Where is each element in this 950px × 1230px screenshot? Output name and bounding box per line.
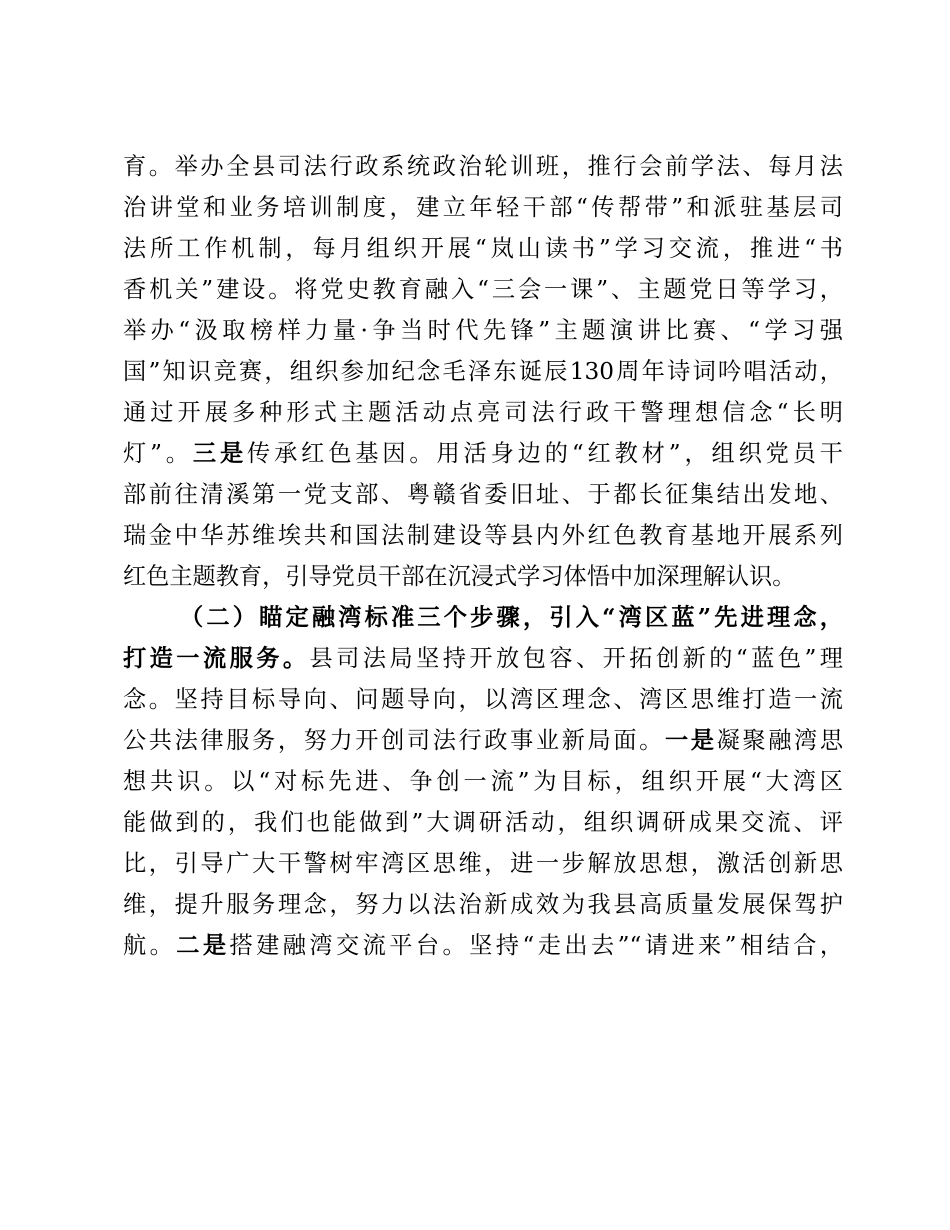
text-run: 凝聚融湾思 bbox=[716, 727, 844, 754]
bold-marker: 二是 bbox=[176, 932, 230, 959]
text-line bbox=[123, 925, 843, 966]
text-line: 能做到的，我们也能做到”大调研活动，组织调研成果交流、评 bbox=[123, 809, 843, 836]
text-run: 公共法律服务，努力开创司法行政事业新局面。 bbox=[123, 727, 665, 754]
text-line: 比，引导广大干警树牢湾区思维，进一步解放思想，激活创新思 bbox=[123, 850, 843, 877]
text-line: 治讲堂和业务培训制度，建立年轻干部“传帮带”和派驻基层司 bbox=[123, 194, 843, 221]
text-run: 航。 bbox=[123, 932, 177, 959]
bold-marker: 三是 bbox=[192, 440, 248, 467]
text-line: 举办“汲取榜样力量·争当时代先锋”主题演讲比赛、“学习强 bbox=[123, 317, 843, 344]
text-line: 育。举办全县司法行政系统政治轮训班，推行会前学法、每月法 bbox=[123, 153, 843, 180]
text-run: 灯”。 bbox=[123, 440, 193, 467]
text-line: 瑞金中华苏维埃共和国法制建设等县内外红色教育基地开展系列 bbox=[123, 522, 843, 549]
paragraph-1 bbox=[123, 146, 843, 597]
section-heading-continuation: 打造一流服务。 bbox=[123, 645, 310, 672]
text-line: 香机关”建设。将党史教育融入“三会一课”、主题党日等学习， bbox=[123, 276, 843, 303]
paragraph-2 bbox=[123, 597, 843, 966]
bold-marker: 一是 bbox=[664, 727, 717, 754]
text-run: 传承红色基因。用活身边的“红教材”，组织党员干 bbox=[247, 440, 843, 467]
text-line: 想共识。以“对标先进、争创一流”为目标，组织开展“大湾区 bbox=[123, 768, 843, 795]
text-run: 县司法局坚持开放包容、开拓创新的“蓝色”理 bbox=[309, 645, 843, 672]
text-run: 搭建融湾交流平台。坚持“走出去”“请进来”相结合， bbox=[229, 932, 844, 959]
text-line: 通过开展多种形式主题活动点亮司法行政干警理想信念“长明 bbox=[123, 399, 843, 426]
document-body bbox=[123, 146, 843, 966]
text-line bbox=[123, 433, 843, 474]
text-line: 红色主题教育，引导党员干部在沉浸式学习体悟中加深理解认识。 bbox=[123, 563, 796, 590]
text-line: 维，提升服务理念，努力以法治新成效为我县高质量发展保驾护 bbox=[123, 891, 843, 918]
text-line: 法所工作机制，每月组织开展“岚山读书”学习交流，推进“书 bbox=[123, 235, 843, 262]
text-line: 国”知识竞赛，组织参加纪念毛泽东诞辰130周年诗词吟唱活动， bbox=[123, 358, 843, 385]
text-line: 部前往清溪第一党支部、粤赣省委旧址、于都长征集结出发地、 bbox=[123, 481, 843, 508]
text-line: 念。坚持目标导向、问题导向，以湾区理念、湾区思维打造一流 bbox=[123, 686, 843, 713]
text-line bbox=[123, 720, 843, 761]
text-line bbox=[123, 638, 843, 679]
section-heading: （二）瞄定融湾标准三个步骤，引入“湾区蓝”先进理念， bbox=[180, 604, 843, 631]
